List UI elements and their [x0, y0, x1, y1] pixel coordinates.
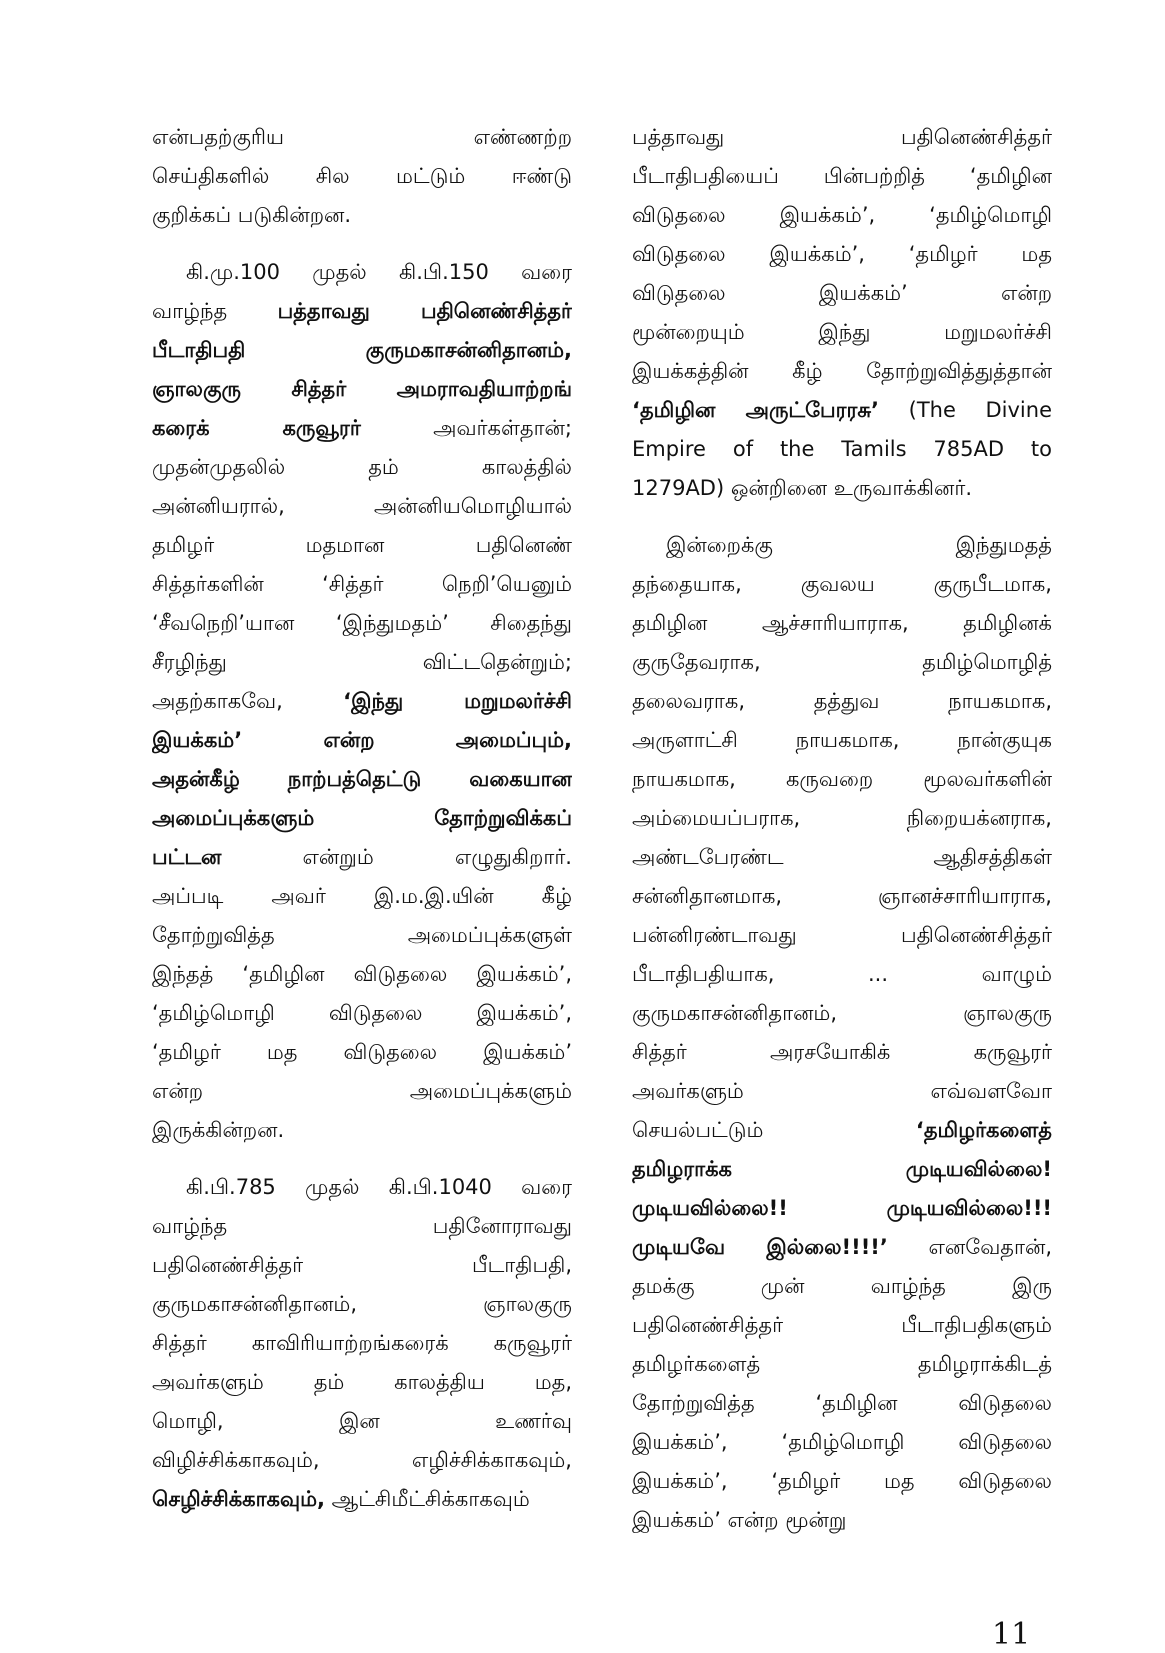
text-line: 1279AD) ஒன்றினை உருவாக்கினர். [632, 476, 973, 500]
text-line: அதன்கீழ் நாற்பத்தெட்டு வகையான [152, 767, 572, 791]
text-line: இயக்கம்’, ‘தமிழ்மொழி விடுதலை [632, 1430, 1052, 1454]
text-run: எனவேதான், [887, 1235, 1052, 1259]
text-line: விழிச்சிக்காகவும், எழிச்சிக்காகவும், [152, 1448, 572, 1472]
text-run: அவர்கள்தான்; [360, 416, 572, 440]
text-line: பீடாதிபதி குருமகாசன்னிதானம், [152, 338, 572, 362]
text-line [632, 1228, 1052, 1267]
text-line: பீடாதிபதியாக, ... வாழும் [632, 962, 1052, 986]
paragraph [632, 118, 1052, 508]
bold-text: பட்டன [152, 845, 222, 869]
text-line [152, 292, 572, 331]
bold-text: பத்தாவது பதினெண்சித்தர் [277, 299, 572, 323]
text-line: சித்தர் அரசயோகிக் கருவூரர் [632, 1040, 1052, 1064]
text-line: பீடாதிபதியைப் பின்பற்றித் ‘தமிழின [632, 164, 1052, 188]
text-line [152, 838, 572, 877]
text-line: இயக்கம்’, ‘தமிழர் மத விடுதலை [632, 1469, 1052, 1493]
right-column [632, 118, 1052, 1558]
text-line: ‘சீவநெறி’யான ‘இந்துமதம்’ சிதைந்து [152, 611, 572, 635]
text-run: என்றும் எழுதுகிறார். [221, 845, 572, 869]
page-number: 11 [992, 1617, 1031, 1652]
text-line: பதினெண்சித்தர் பீடாதிபதி, [152, 1253, 572, 1277]
text-line: Empire of the Tamils 785AD to [632, 437, 1052, 461]
text-line: அவர்களும் எவ்வளவோ [632, 1079, 1052, 1103]
text-line [632, 1111, 1052, 1150]
text-line: முடியவில்லை!! முடியவில்லை!!! [632, 1196, 1052, 1220]
text-line [152, 682, 572, 721]
text-line: கி.மு.100 முதல் கி.பி.150 வரை [186, 260, 572, 284]
text-line: இந்தத் ‘தமிழின விடுதலை இயக்கம்’, [152, 962, 572, 986]
text-line: தந்தையாக, குவலய குருபீடமாக, [632, 572, 1052, 596]
text-line: தமிழின ஆச்சாரியாராக, தமிழினக் [632, 611, 1052, 635]
text-line: கி.பி.785 முதல் கி.பி.1040 வரை [186, 1175, 572, 1199]
text-line: பத்தாவது பதினெண்சித்தர் [632, 125, 1052, 149]
text-line: விடுதலை இயக்கம்’, ‘தமிழர் மத [632, 242, 1052, 266]
bold-text: ‘தமிழின அருட்பேரரசு’ [632, 398, 880, 422]
bold-text: ‘தமிழர்களைத் [915, 1118, 1052, 1142]
text-line: முதன்முதலில் தம் காலத்தில் [152, 455, 572, 479]
text-line: பன்னிரண்டாவது பதினெண்சித்தர் [632, 923, 1052, 947]
text-run: செயல்பட்டும் [632, 1118, 916, 1142]
text-line: தமக்கு முன் வாழ்ந்த இரு [632, 1274, 1052, 1298]
text-line: அருளாட்சி நாயகமாக, நான்குயுக [632, 728, 1052, 752]
text-line: இன்றைக்கு இந்துமதத் [666, 533, 1052, 557]
text-line: இயக்கத்தின் கீழ் தோற்றுவித்துத்தான் [632, 359, 1052, 383]
paragraph [152, 1168, 572, 1519]
text-line: இயக்கம்’ என்ற அமைப்பும், [152, 728, 572, 752]
text-line: ‘தமிழ்மொழி விடுதலை இயக்கம்’, [152, 1001, 572, 1025]
text-line: அம்மையப்பராக, நிறையக்னராக, [632, 806, 1052, 830]
bold-text: செழிச்சிக்காகவும், [152, 1487, 325, 1511]
text-line: தோற்றுவித்த அமைப்புக்களுள் [152, 923, 572, 947]
text-line: குறிக்கப் படுகின்றன. [152, 203, 352, 227]
text-line: வாழ்ந்த பதினோராவது [152, 1214, 572, 1238]
text-line: தமிழர் மதமான பதினெண் [152, 533, 572, 557]
text-line: செய்திகளில் சில மட்டும் ஈண்டு [152, 164, 572, 188]
text-line: தமிழராக்க முடியவில்லை! [632, 1157, 1052, 1181]
text-run: அதற்காகவே, [152, 689, 344, 713]
text-line: சீரழிந்து விட்டதென்றும்; [152, 650, 572, 674]
text-line: பதினெண்சித்தர் பீடாதிபதிகளும் [632, 1313, 1052, 1337]
text-line: விடுதலை இயக்கம்’, ‘தமிழ்மொழி [632, 203, 1052, 227]
text-line: குருதேவராக, தமிழ்மொழித் [632, 650, 1052, 674]
text-run: (The Divine [879, 398, 1052, 422]
text-line: என்பதற்குரிய எண்ணற்ற [152, 125, 572, 149]
left-column [152, 118, 572, 1537]
text-line: சித்தர் காவிரியாற்றங்கரைக் கருவூரர் [152, 1331, 572, 1355]
text-run: ஆட்சிமீட்சிக்காகவும் [324, 1487, 530, 1511]
text-line: இயக்கம்’ என்ற மூன்று [632, 1508, 847, 1532]
paragraph [632, 526, 1052, 1540]
bold-text: முடியவே இல்லை!!!!’ [632, 1235, 888, 1259]
text-line: அண்டபேரண்ட ஆதிசத்திகள் [632, 845, 1052, 869]
text-line: இருக்கின்றன. [152, 1118, 285, 1142]
text-line: ஞாலகுரு சித்தர் அமராவதியாற்றங் [152, 377, 572, 401]
paragraph [152, 118, 572, 235]
text-line: தலைவராக, தத்துவ நாயகமாக, [632, 689, 1052, 713]
bold-text: ‘இந்து மறுமலர்ச்சி [343, 689, 572, 713]
text-line: சித்தர்களின் ‘சித்தர் நெறி’யெனும் [152, 572, 572, 596]
text-line: என்ற அமைப்புக்களும் [152, 1079, 572, 1103]
text-line [152, 409, 572, 448]
text-line: மொழி, இன உணர்வு [152, 1409, 572, 1433]
text-line [632, 391, 1052, 430]
text-line [152, 1480, 572, 1519]
text-line: சன்னிதானமாக, ஞானச்சாரியாராக, [632, 884, 1052, 908]
text-line: அன்னியரால், அன்னியமொழியால் [152, 494, 572, 518]
text-line: விடுதலை இயக்கம்’ என்ற [632, 281, 1052, 305]
text-line: அமைப்புக்களும் தோற்றுவிக்கப் [152, 806, 572, 830]
text-line: குருமகாசன்னிதானம், ஞாலகுரு [152, 1292, 572, 1316]
paragraph [152, 253, 572, 1150]
text-line: மூன்றையும் இந்து மறுமலர்ச்சி [632, 320, 1052, 344]
text-line: அவர்களும் தம் காலத்திய மத, [152, 1370, 572, 1394]
text-line: அப்படி அவர் இ.ம.இ.யின் கீழ் [152, 884, 572, 908]
text-line: ‘தமிழர் மத விடுதலை இயக்கம்’ [152, 1040, 572, 1064]
text-line: நாயகமாக, கருவறை மூலவர்களின் [632, 767, 1052, 791]
text-line: தமிழர்களைத் தமிழராக்கிடத் [632, 1352, 1052, 1376]
text-run: வாழ்ந்த [152, 299, 278, 323]
text-line: தோற்றுவித்த ‘தமிழின விடுதலை [632, 1391, 1052, 1415]
bold-text: கரைக் கருவூரர் [152, 416, 361, 440]
text-line: குருமகாசன்னிதானம், ஞாலகுரு [632, 1001, 1052, 1025]
